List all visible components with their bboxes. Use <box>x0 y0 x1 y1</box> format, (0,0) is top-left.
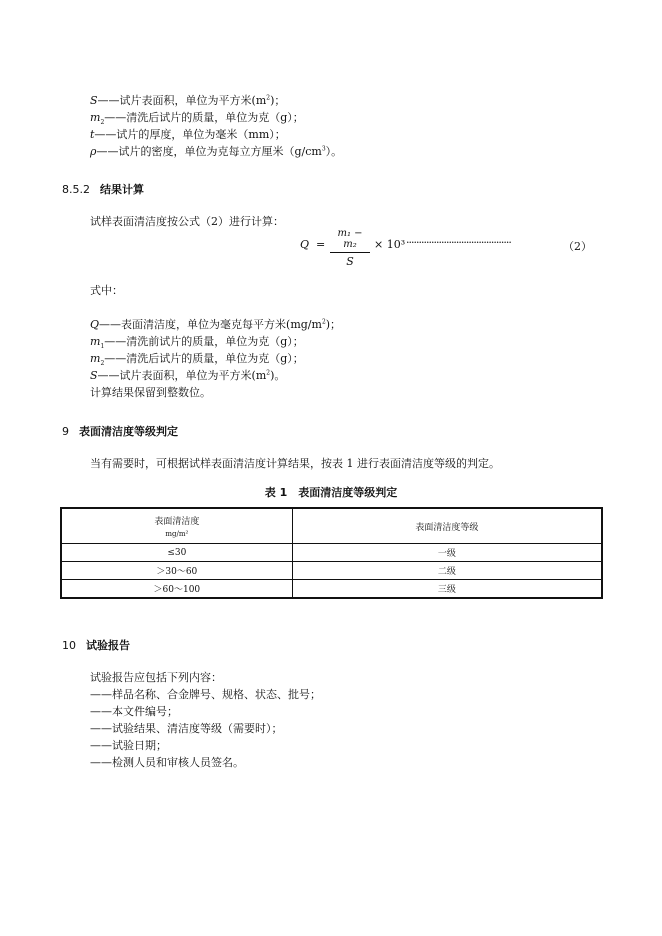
def-m1: $m_1——$清洗前试片的质量，单位为克（g）； <box>90 335 304 351</box>
table-cell: ≤30 <box>61 544 292 562</box>
table-row <box>61 544 602 562</box>
col-grade-header: 表面清洁度等级 <box>292 508 602 544</box>
report-intro: 试验报告应包括下列内容： <box>90 671 222 684</box>
report-item: ——样品名称、合金牌号、规格、状态、批号； <box>90 688 321 701</box>
table-row <box>61 580 602 599</box>
table-header-row <box>61 508 602 544</box>
formula-intro: 试样表面清洁度按公式（2）进行计算： <box>90 215 284 228</box>
section-9-text: 当有需要时，可根据试样表面清洁度计算结果，按表 1 进行表面清洁度等级的判定。 <box>90 457 500 470</box>
def-s: S——试片表面积，单位为平方米$(m^2)$。 <box>90 369 286 382</box>
section-9-heading: 9 表面清洁度等级判定 <box>62 425 178 438</box>
formula-number: （2） <box>563 240 592 253</box>
def-m2: $m_2——$清洗后试片的质量，单位为克（g）； <box>90 352 304 368</box>
table-caption: 表 1 表面清洁度等级判定 <box>264 486 398 499</box>
formula-2: Q = m₁ − m₂ S × 10³ ·········································· （2） <box>300 228 592 268</box>
section-10-heading: 10 试验报告 <box>62 639 130 652</box>
grade-table <box>60 507 603 599</box>
report-item: ——试验结果、清洁度等级（需要时）； <box>90 722 283 735</box>
report-item: ——检测人员和审核人员签名。 <box>90 756 244 769</box>
col-cleanliness-header: 表面清洁度 mg/m² <box>61 508 292 544</box>
table-cell: 一级 <box>292 544 602 562</box>
def-q: Q——表面清洁度，单位为毫克每平方米$(mg/m^2)$； <box>90 318 342 331</box>
formula-fraction: m₁ − m₂ S <box>330 228 370 268</box>
def-rho: ρ——试片的密度，单位为克每立方厘米$(g/cm^3)$。 <box>90 145 343 158</box>
table-row <box>61 562 602 580</box>
def-s-top: S——试片表面积，单位为平方米$(m^2)$； <box>90 94 286 107</box>
table-cell: ＞60～100 <box>61 580 292 599</box>
def-m2-top: $m_2——$清洗后试片的质量，单位为克（g）； <box>90 111 304 127</box>
table-cell: 三级 <box>292 580 602 599</box>
report-item: ——本文件编号； <box>90 705 178 718</box>
report-item: ——试验日期； <box>90 739 167 752</box>
table-cell: ＞30～60 <box>61 562 292 580</box>
table-cell: 二级 <box>292 562 602 580</box>
rounding-note: 计算结果保留到整数位。 <box>90 386 211 399</box>
section-8-5-2-heading: 8.5.2 结果计算 <box>62 183 144 196</box>
def-t: t——试片的厚度，单位为毫米（mm）； <box>90 128 286 141</box>
where-label: 式中： <box>90 284 123 297</box>
